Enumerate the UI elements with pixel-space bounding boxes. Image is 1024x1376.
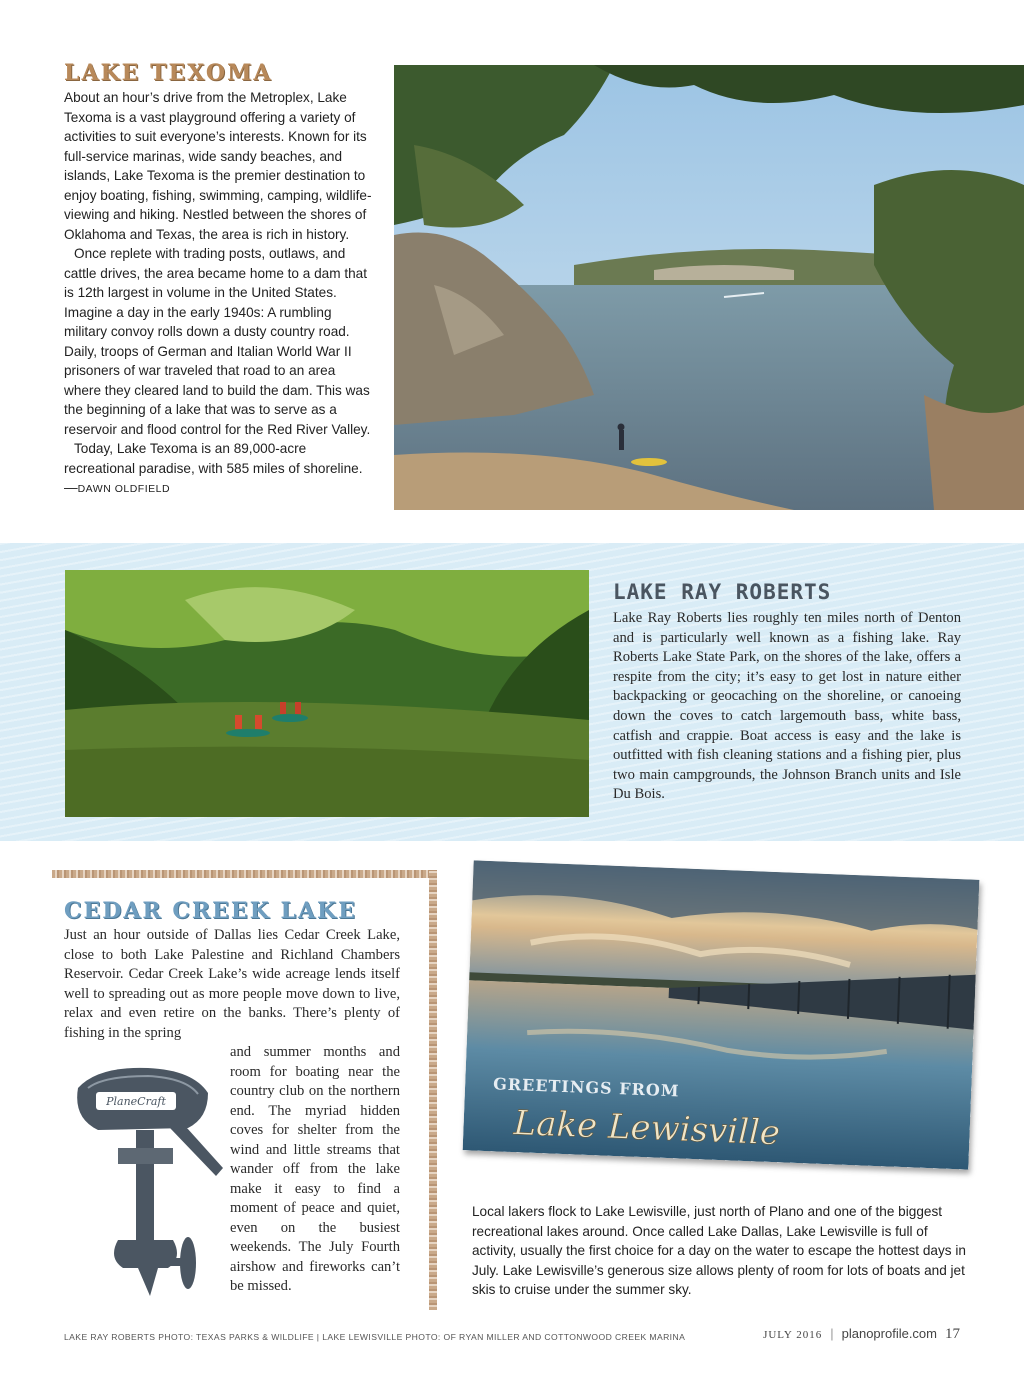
- page-footer: [763, 1326, 960, 1343]
- ray-roberts-article: Lake Ray Roberts lies roughly ten miles north of Denton and is particularly well known as a fishing lake. Ray Roberts Lake State Park, on the shores of the lake, offers a respite from the city; it’s easy to get lost in nature either backpacking or geocaching on the shoreline, or canoeing down the coves to catch largemouth bass, white bass, catfish and crappie. Boat access is easy and the lake is outfitted with fish cleaning stations and a fishing pier, plus two main campgrounds, the Johnson Branch units and Isle Du Bois.: [613, 610, 961, 803]
- cedar-creek-title: CEDAR CREEK LAKE: [64, 898, 357, 924]
- cedar-frame-right-border: [429, 870, 437, 1310]
- lewisville-postcard: [463, 860, 980, 1169]
- postcard-greetings-text: GREETINGS FROM: [492, 1074, 680, 1101]
- motor-brand-label: PlaneCraft: [106, 1095, 166, 1108]
- footer-separator: |: [830, 1326, 834, 1341]
- texoma-paragraph-3-text: Today, Lake Texoma is an 89,000-acre recreational paradise, with 585 miles of shoreline.—: [64, 441, 363, 495]
- page-number: 17: [945, 1326, 960, 1342]
- texoma-article: [64, 88, 376, 500]
- site-link[interactable]: planoprofile.com: [841, 1326, 937, 1341]
- texoma-photo: [394, 65, 1024, 510]
- cedar-frame-top-border: [52, 870, 437, 878]
- lewisville-postcard-image: [463, 860, 980, 1169]
- lewisville-article: Local lakers flock to Lake Lewisville, just north of Plano and one of the biggest recreational lakes around. Once called Lake Dallas, Lake Lewisville is full of activity, usually the first choice for a day on the water to escape the hottest days in July. Lake Lewisville’s generous size allows plenty of room for lots of boats and jet skis to cruise under the summer sky.: [472, 1204, 966, 1297]
- photo-credits: LAKE RAY ROBERTS PHOTO: TEXAS PARKS & WILDLIFE | LAKE LEWISVILLE PHOTO: OF RYAN MILLER AND COTTONWOOD CREEK MARINA: [64, 1332, 686, 1342]
- texoma-paragraph-3: [64, 439, 376, 500]
- outboard-motor-illustration: [58, 1058, 228, 1308]
- cedar-creek-article-intro: Just an hour outside of Dallas lies Cedar Creek Lake, close to both Lake Palestine and Richland Chambers Reservoir. Cedar Creek Lake’s wide acreage lends itself well to spreading out as more people move down to live, relax and even retire on the banks. There’s plenty of fishing in the spring: [64, 927, 400, 1041]
- ray-roberts-canoe-image: [65, 570, 589, 817]
- postcard-lake-name: Lake Lewisville: [512, 1103, 781, 1154]
- issue-date: JULY 2016: [763, 1329, 823, 1341]
- ray-roberts-title: LAKE RAY ROBERTS: [613, 580, 832, 604]
- cedar-creek-article-column: and summer months and room for boating near the country club on the northern end. The myriad hidden coves for shelter from the wind and little streams that wander off from the lake make it easy to find a moment of peace and quiet, even on the busiest weekends. The July Fourth airshow and fireworks can’t be missed.: [230, 1044, 400, 1294]
- ray-roberts-photo: [65, 570, 589, 817]
- texoma-landscape-image: [394, 65, 1024, 510]
- texoma-paragraph-2: Once replete with trading posts, outlaws, and cattle drives, the area became home to a dam that is 12th largest in volume in the United States. Imagine a day in the early 1940s: A rumbling military convoy rolls down a dusty country road. Daily, troops of German and Italian World War II prisoners of war traveled that road to an area where they cleared land to build the dam. This was the beginning of a lake that was to serve as a reservoir and flood control for the Red River Valley.: [64, 246, 371, 437]
- texoma-paragraph-1: About an hour’s drive from the Metroplex, Lake Texoma is a vast playground offering a variety of activities to suit everyone’s interests. Known for its full-service marinas, wide sandy beaches, and islands, Lake Texoma is the premier destination to enjoy boating, fishing, swimming, camping, wildlife-viewing and hiking. Nestled between the shores of Oklahoma and Texas, the area is rich in history.: [64, 90, 372, 242]
- texoma-author: DAWN OLDFIELD: [77, 483, 171, 495]
- texoma-title: LAKE TEXOMA: [64, 60, 273, 86]
